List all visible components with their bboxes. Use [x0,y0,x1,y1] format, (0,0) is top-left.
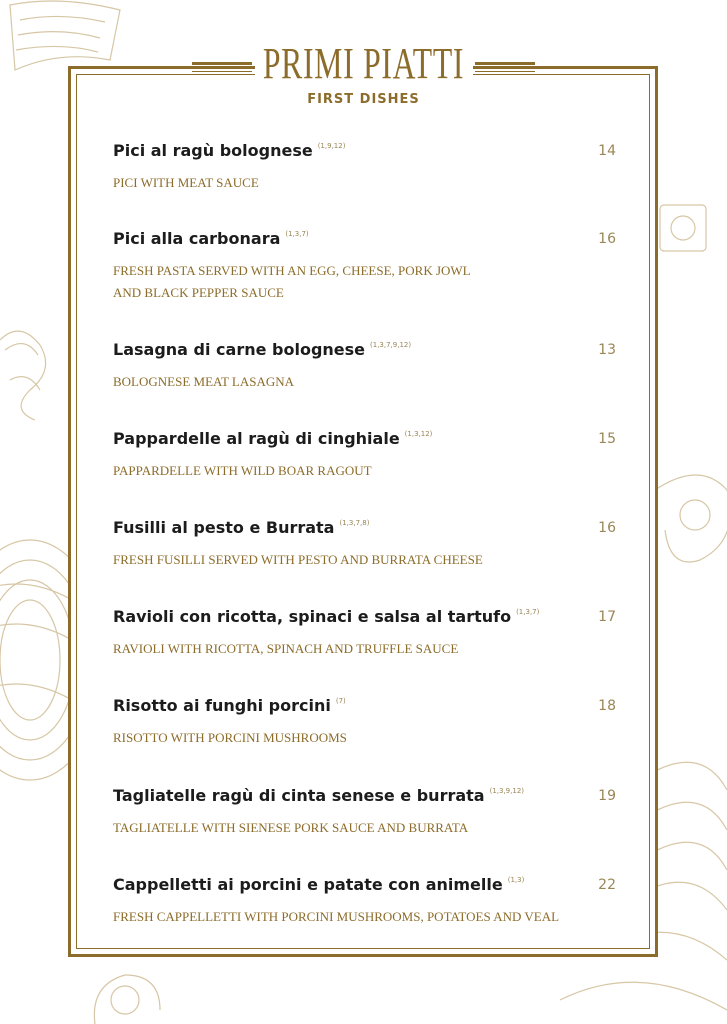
menu-item-price: 13 [598,342,616,358]
menu-item-description: RAVIOLI WITH RICOTTA, SPINACH AND TRUFFLE SAUCE [113,641,459,656]
menu-item [113,696,618,749]
menu-item-name: Pici alla carbonara [113,229,281,248]
menu-item-name: Lasagna di carne bolognese [113,340,366,359]
allergen-codes: (1,3,7,8) [339,519,370,527]
allergen-codes: (1,9,12) [317,142,346,150]
menu-item-price: 19 [598,788,616,804]
menu-item-description: RISOTTO WITH PORCINI MUSHROOMS [113,730,347,745]
menu-item-description: PICI WITH MEAT SAUCE [113,175,259,190]
menu-item [113,429,618,482]
menu-item-name: Fusilli al pesto e Burrata [113,518,335,537]
menu-item-name: Tagliatelle ragù di cinta senese e burrata [113,786,485,805]
menu-item-name: Pici al ragù bolognese [113,141,313,160]
tortellino-icon [655,475,727,562]
twisted-pasta-icon [0,331,46,420]
menu-item [113,786,618,839]
page-title: PRIMI PIATTI [262,39,465,88]
allergen-codes: (1,3,12) [404,430,433,438]
menu-item-price: 17 [598,609,616,625]
menu-item-name: Risotto ai funghi porcini [113,696,331,715]
menu-item-price: 14 [598,143,616,159]
allergen-codes: (1,3,9,12) [489,787,524,795]
menu-item [113,141,618,194]
menu-item-description: PAPPARDELLE WITH WILD BOAR RAGOUT [113,463,372,478]
menu-item [113,518,618,571]
menu-item-description: FRESH PASTA SERVED WITH AN EGG, CHEESE, PORK JOWL [113,263,471,278]
menu-item-description: BOLOGNESE MEAT LASAGNA [113,374,295,389]
menu-item-price: 15 [598,431,616,447]
cappelletto-icon [94,975,160,1024]
menu-item [113,607,618,660]
allergen-codes: (7) [335,697,346,705]
menu-item-price: 18 [598,698,616,714]
allergen-codes: (1,3,7) [516,608,540,616]
menu-item-description: TAGLIATELLE WITH SIENESE PORK SAUCE AND BURRATA [113,820,469,835]
allergen-codes: (1,3,7,9,12) [370,341,412,349]
allergen-codes: (1,3,7) [285,230,309,238]
menu-item-price: 16 [598,520,616,536]
menu-item [113,875,618,928]
menu-item-description: FRESH FUSILLI SERVED WITH PESTO AND BURRATA CHEESE [113,552,483,567]
menu-item [113,229,618,304]
ravioli-icon [660,205,706,251]
menu-item [113,340,618,393]
menu-item-description-line2: AND BLACK PEPPER SAUCE [113,285,284,300]
menu-item-description: FRESH CAPPELLETTI WITH PORCINI MUSHROOMS, POTATOES AND VEAL [113,909,560,924]
menu-item-name: Pappardelle al ragù di cinghiale [113,429,400,448]
menu-item-name: Ravioli con ricotta, spinaci e salsa al tartufo [113,607,512,626]
page-subtitle: FIRST DISHES [307,92,420,107]
menu-item-name: Cappelletti ai porcini e patate con animelle [113,875,503,894]
menu-item-price: 16 [598,231,616,247]
allergen-codes: (1,3) [507,876,525,884]
menu-item-price: 22 [598,877,616,893]
